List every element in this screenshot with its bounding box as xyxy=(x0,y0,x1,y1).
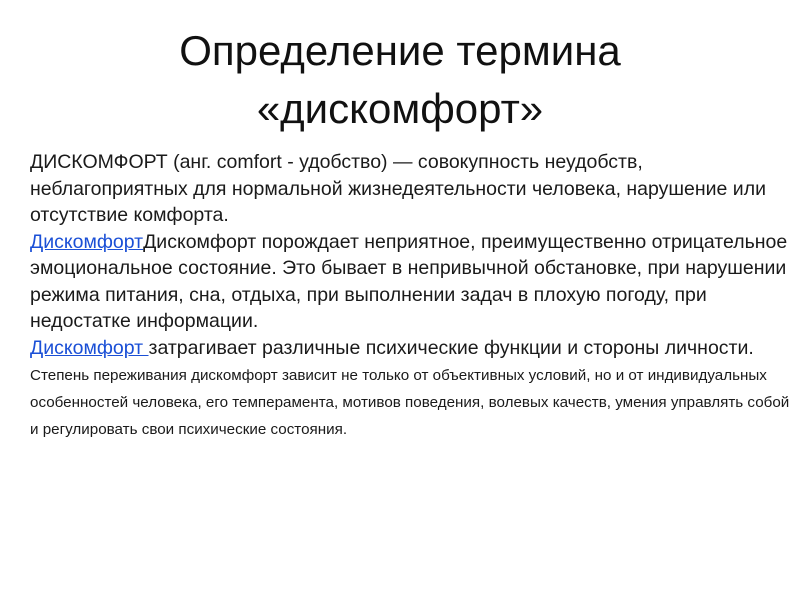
slide-title-line2: «дискомфорт» xyxy=(256,85,544,132)
slide-title xyxy=(0,22,800,138)
definition-paragraph xyxy=(30,149,790,442)
paragraph3-small-text: Степень переживания дискомфорт зависит не только от объективных условий, но и от индивидуальных особенностей человека, его темперамента, мотивов поведения, волевых качеств, умения управлять собой и регулировать свои психические состояния. xyxy=(30,367,790,438)
definition-text: ДИСКОМФОРТ (анг. comfort - удобство) — совокупность неудобств, неблагоприятных для нормальной жизнедеятельности человека, нарушение или отсутствие комфорта. xyxy=(30,151,766,226)
term-link-2[interactable]: Дискомфорт xyxy=(30,336,149,359)
paragraph2-text: Дискомфорт порождает неприятное, преимущественно отрицательное эмоциональное состояние. Это бывает в непривычной обстановке, при нарушении режима питания, сна, отдыха, при выполнении задач в плохую погоду, при недостатке информации. xyxy=(30,230,788,332)
term-link-1[interactable]: Дискомфорт xyxy=(30,230,144,253)
paragraph3-text: затрагивает различные психические функции и стороны личности. xyxy=(148,336,754,359)
slide-title-line1: Определение термина xyxy=(179,27,621,74)
slide-body xyxy=(30,149,790,442)
